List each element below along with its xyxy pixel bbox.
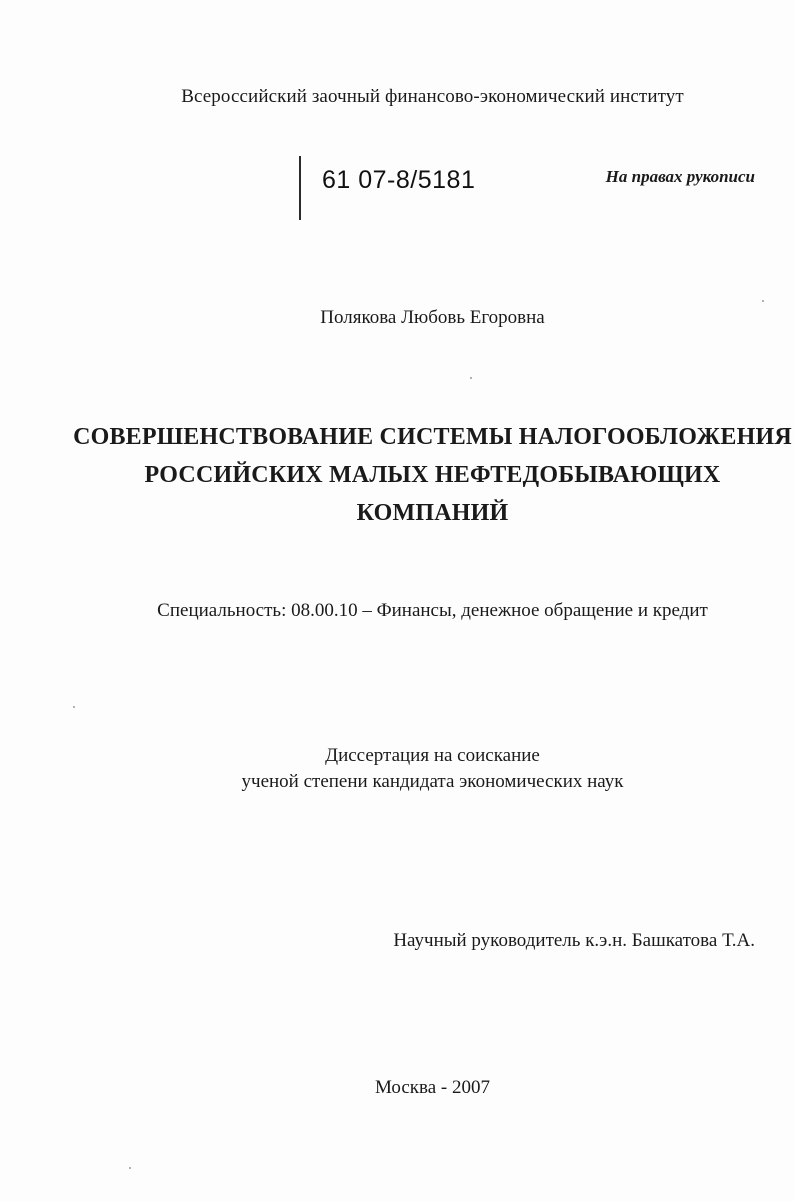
scan-speck bbox=[129, 1167, 131, 1169]
scientific-advisor: Научный руководитель к.э.н. Башкатова Т.А. bbox=[393, 930, 755, 951]
degree-statement bbox=[0, 743, 795, 795]
author-name: Полякова Любовь Егоровна bbox=[320, 307, 545, 328]
specialty: Специальность: 08.00.10 – Финансы, денежное обращение и кредит bbox=[157, 600, 708, 621]
title-line-3: КОМПАНИЙ bbox=[356, 500, 509, 526]
degree-line-2: ученой степени кандидата экономических наук bbox=[241, 771, 624, 792]
rights-notice: На правах рукописи bbox=[605, 167, 755, 186]
institute-name: Всероссийский заочный финансово-экономический институт bbox=[181, 86, 684, 107]
title-line-1: СОВЕРШЕНСТВОВАНИЕ СИСТЕМЫ НАЛОГООБЛОЖЕНИЯ bbox=[73, 424, 792, 450]
scan-speck bbox=[470, 377, 472, 379]
archive-number: 61 07-8/5181 bbox=[322, 166, 476, 194]
scan-speck bbox=[762, 300, 764, 302]
dissertation-title bbox=[0, 418, 795, 532]
city-year: Москва - 2007 bbox=[374, 1077, 491, 1098]
title-line-2: РОССИЙСКИХ МАЛЫХ НЕФТЕДОБЫВАЮЩИХ bbox=[144, 462, 721, 488]
degree-line-1: Диссертация на соискание bbox=[325, 745, 540, 766]
archive-stamp-bar bbox=[299, 156, 301, 220]
scan-speck bbox=[73, 706, 75, 708]
